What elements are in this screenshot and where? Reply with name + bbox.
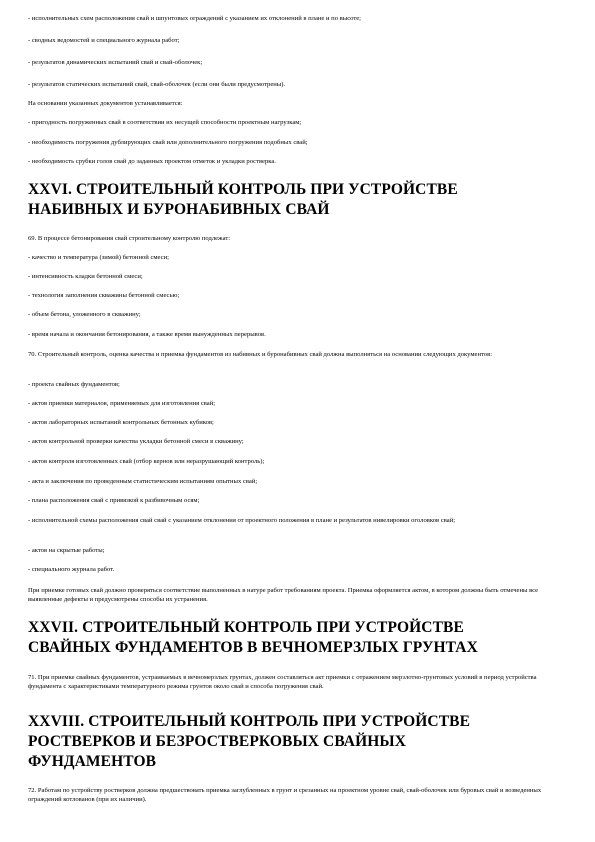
heading-line: СВАЙНЫХ ФУНДАМЕНТОВ В ВЕЧНОМЕРЗЛЫХ ГРУНТАХ	[28, 639, 478, 656]
heading-line: РОСТВЕРКОВ И БЕЗРОСТВЕРКОВЫХ СВАЙНЫХ	[28, 733, 407, 750]
list-item: - актов на скрытые работы;	[28, 547, 105, 554]
section-heading	[28, 618, 568, 658]
list-item: - объем бетона, уложенного в скважину;	[28, 311, 141, 318]
heading-line: XXVII. СТРОИТЕЛЬНЫЙ КОНТРОЛЬ ПРИ УСТРОЙСТВЕ	[28, 619, 464, 636]
list-item: - актов контроля изготовленных свай (отбор кернов или неразрушающий контроль);	[28, 458, 265, 465]
list-item: - результатов динамических испытаний свай и свай-оболочек;	[28, 59, 203, 66]
paragraph: 69. В процессе бетонирования свай строительному контролю подлежат:	[28, 235, 231, 242]
section-heading	[28, 712, 568, 772]
paragraph: На основании указанных документов устанавливается:	[28, 100, 183, 107]
paragraph: 71. При приемке свайных фундаментов, устраиваемых в вечномерзлых грунтах, должен составляться акт приемки с отражением мерзлотно-грунтовых условий в период устройства фундамента с характеристиками температурного режима грунтов около свай и способа погружения свай.	[28, 674, 537, 690]
paragraph: 70. Строительный контроль, оценка качества и приемка фундаментов из набивных и буронабивных свай должна выполняться на основании следующих документов:	[28, 351, 493, 358]
list-item: - акта и заключения по проведенным статистическим испытаниям опытных свай;	[28, 478, 258, 485]
heading-line: XXVI. СТРОИТЕЛЬНЫЙ КОНТРОЛЬ ПРИ УСТРОЙСТВЕ	[28, 181, 458, 198]
heading-line: XXVIII. СТРОИТЕЛЬНЫЙ КОНТРОЛЬ ПРИ УСТРОЙСТВЕ	[28, 713, 471, 730]
list-item: - исполнительной схемы расположения свай свай с указанием отклонения от проектного положения в плане и результатов нивелировки оголовков свай;	[28, 517, 456, 524]
list-item: - интенсивность кладки бетонной смеси;	[28, 273, 143, 280]
section-heading	[28, 180, 568, 220]
list-item: - необходимость срубки голов свай до заданных проектом отметок и укладки ростверка.	[28, 158, 276, 165]
list-item: - актов приемки материалов, применяемых для изготовления свай;	[28, 400, 216, 407]
list-item: - актов контрольной проверки качества укладки бетонной смеси в скважину;	[28, 438, 244, 445]
list-item: - время начала и окончания бетонирования, а также время вынужденных перерывов.	[28, 331, 266, 338]
list-item: - результатов статических испытаний свай, свай-оболочек (если они были предусмотрены).	[28, 81, 286, 88]
heading-line: НАБИВНЫХ И БУРОНАБИВНЫХ СВАЙ	[28, 201, 330, 218]
list-item: - проекта свайных фундаментов;	[28, 381, 120, 388]
list-item: - технология заполнения скважины бетонной смесью;	[28, 292, 180, 299]
heading-line: ФУНДАМЕНТОВ	[28, 753, 157, 770]
list-item: - пригодность погруженных свай в соответствии их несущей способности проектным нагрузкам;	[28, 119, 302, 126]
paragraph: 72. Работам по устройству ростверков должна предшествовать приемка заглубленных в грунт и срезанных на проектном уровне свай, свай-оболочек или буровых свай и возведенных ограждений котлованов (при их наличии).	[28, 787, 542, 803]
list-item: - необходимость погружения дублирующих свай или дополнительного погружения подобных свай;	[28, 139, 308, 146]
list-item: - качество и температура (зимой) бетонной смеси;	[28, 254, 169, 261]
paragraph: При приемке готовых свай должно проверяться соответствие выполненных в натуре работ требованиям проекта. Приемка оформляется актом, в котором должны быть отмечены все выявленные дефекты и предусмотрены способы их устранения.	[28, 587, 539, 603]
list-item: - сводных ведомостей и специального журнала работ;	[28, 37, 180, 44]
list-item: - исполнительных схем расположения свай и шпунтовых ограждений с указанием их отклонений в плане и по высоте;	[28, 15, 361, 22]
list-item: - специального журнала работ.	[28, 566, 115, 573]
list-item: - плана расположения свай с привязкой к разбивочным осям;	[28, 497, 200, 504]
list-item: - актов лабораторных испытаний контрольных бетонных кубиков;	[28, 419, 214, 426]
